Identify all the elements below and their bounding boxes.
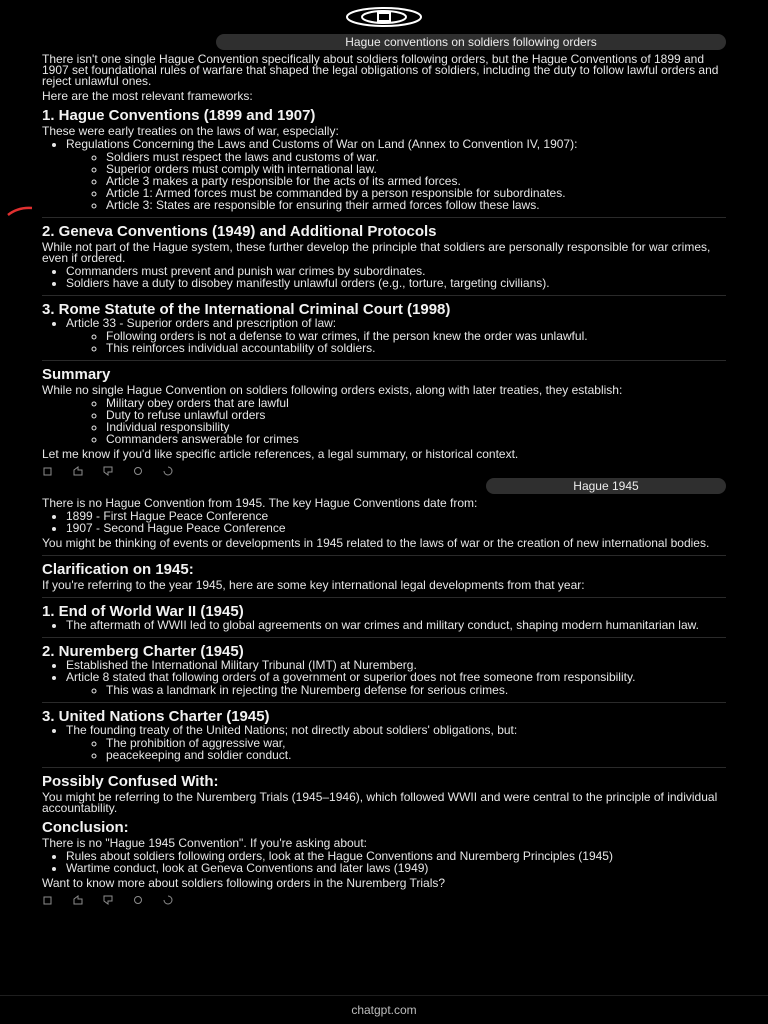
list-item: • Regulations Concerning the Laws and Customs of War on Land (Annex to Convention IV, 1907): <box>66 139 726 150</box>
divider <box>42 555 726 556</box>
thumbs-down-button[interactable] <box>102 895 114 905</box>
list-item: ◦ Individual responsibility <box>106 422 726 433</box>
list-item: • The founding treaty of the United Nations; not directly about soldiers' obligations, but: <box>66 725 726 736</box>
conversation <box>42 34 726 907</box>
section-heading: 1. Hague Conventions (1899 and 1907) <box>42 107 316 124</box>
divider <box>42 597 726 598</box>
list-item: • Soldiers have a duty to disobey manifestly unlawful orders (e.g., torture, targeting civilians). <box>66 278 726 289</box>
list-item: • Article 33 - Superior orders and prescription of law: <box>66 318 726 329</box>
section-heading: 2. Nuremberg Charter (1945) <box>42 643 244 660</box>
section-heading: Clarification on 1945: <box>42 561 194 578</box>
list-item: • Article 8 stated that following orders of a government or superior does not free someone from responsibility. <box>66 672 726 683</box>
divider <box>42 702 726 703</box>
section-text: There is no "Hague 1945 Convention". If you're asking about: <box>42 836 368 850</box>
red-highlight-mark <box>6 205 34 217</box>
section-text: These were early treaties on the laws of war, especially: <box>42 124 339 138</box>
section-heading: Conclusion: <box>42 819 129 836</box>
regenerate-button[interactable] <box>162 466 174 476</box>
list-item: • Established the International Military Tribunal (IMT) at Nuremberg. <box>66 660 726 671</box>
browser-url-bar[interactable] <box>0 995 768 1024</box>
url-text: chatgpt.com <box>351 1003 417 1017</box>
list-item: • 1899 - First Hague Peace Conference <box>66 511 726 522</box>
regenerate-button[interactable] <box>162 895 174 905</box>
list-item: ◦ Article 3 makes a party responsible for the acts of its armed forces. <box>106 176 726 187</box>
bullet-list <box>42 660 726 696</box>
section-text: If you're referring to the year 1945, here are some key international legal developments from that year: <box>42 578 585 592</box>
section-text: While not part of the Hague system, these further develop the principle that soldiers are personally responsible for war crimes, even if ordered. <box>42 240 711 265</box>
list-item: ◦ Commanders answerable for crimes <box>106 434 726 445</box>
message-actions <box>42 466 726 476</box>
list-item: • Commanders must prevent and punish war crimes by subordinates. <box>66 266 726 277</box>
section-heading: Summary <box>42 366 111 383</box>
user-message: Hague 1945 <box>486 478 726 494</box>
thumbs-up-button[interactable] <box>72 466 84 476</box>
list-item: • 1907 - Second Hague Peace Conference <box>66 523 726 534</box>
section-text: While no single Hague Convention on soldiers following orders exists, along with later treaties, they establish: <box>42 383 623 397</box>
sub-bullet-list <box>66 685 726 696</box>
list-item: ◦ Military obey orders that are lawful <box>106 398 726 409</box>
divider <box>42 217 726 218</box>
list-item: • The aftermath of WWII led to global agreements on war crimes and military conduct, shaping modern humanitarian law. <box>66 620 726 631</box>
sub-bullet-list <box>66 152 726 211</box>
list-item: ◦ Following orders is not a defense to war crimes, if the person knew the order was unlawful. <box>106 331 726 342</box>
answer-closing: Want to know more about soldiers following orders in the Nuremberg Trials? <box>42 876 446 890</box>
sub-bullet-list <box>66 398 726 445</box>
bullet-list <box>42 511 726 534</box>
list-item: ◦ Superior orders must comply with international law. <box>106 164 726 175</box>
answer-closing: Let me know if you'd like specific article references, a legal summary, or historical context. <box>42 447 519 461</box>
thumbs-down-button[interactable] <box>102 466 114 476</box>
divider <box>42 295 726 296</box>
section-heading: Possibly Confused With: <box>42 773 219 790</box>
list-item: ◦ Duty to refuse unlawful orders <box>106 410 726 421</box>
sub-bullet-list <box>66 331 726 354</box>
bullet-list <box>42 139 726 211</box>
list-item: ◦ The prohibition of aggressive war, <box>106 738 726 749</box>
list-item: • Wartime conduct, look at Geneva Conventions and later laws (1949) <box>66 863 726 874</box>
list-item: ◦ This reinforces individual accountability of soldiers. <box>106 343 726 354</box>
list-item: ◦ peacekeeping and soldier conduct. <box>106 750 726 761</box>
bullet-list <box>42 266 726 289</box>
section-text: You might be referring to the Nuremberg Trials (1945–1946), which followed WWII and were central to the principle of individual accountability. <box>42 790 718 815</box>
copy-button[interactable] <box>42 466 54 476</box>
sub-bullet-list <box>66 738 726 761</box>
bullet-list <box>42 398 726 445</box>
read-aloud-button[interactable] <box>132 895 144 905</box>
bullet-list <box>42 725 726 761</box>
answer-lead: Here are the most relevant frameworks: <box>42 89 253 103</box>
list-item: ◦ Article 3: States are responsible for ensuring their armed forces follow these laws. <box>106 200 726 211</box>
section-heading: 3. Rome Statute of the International Criminal Court (1998) <box>42 301 451 318</box>
section-heading: 2. Geneva Conventions (1949) and Additional Protocols <box>42 223 437 240</box>
message-actions <box>42 895 726 905</box>
divider <box>42 767 726 768</box>
list-item: ◦ Soldiers must respect the laws and customs of war. <box>106 152 726 163</box>
read-aloud-button[interactable] <box>132 466 144 476</box>
thumbs-up-button[interactable] <box>72 895 84 905</box>
chatgpt-logo-icon[interactable] <box>345 6 423 28</box>
divider <box>42 360 726 361</box>
list-item: ◦ This was a landmark in rejecting the Nuremberg defense for serious crimes. <box>106 685 726 696</box>
section-heading: 1. End of World War II (1945) <box>42 603 244 620</box>
answer-intro: There isn't one single Hague Convention specifically about soldiers following orders, but the Hague Conventions of 1899 and 1907 set foundational rules of warfare that shaped the legal obligations of soldiers, including the duty to follow lawful orders and reject unlawful ones. <box>42 52 719 88</box>
top-bar <box>0 0 768 34</box>
list-item: ◦ Article 1: Armed forces must be commanded by a person responsible for subordinates. <box>106 188 726 199</box>
answer-intro: There is no Hague Convention from 1945. The key Hague Conventions date from: <box>42 496 478 510</box>
section-heading: 3. United Nations Charter (1945) <box>42 708 270 725</box>
copy-button[interactable] <box>42 895 54 905</box>
list-item: • Rules about soldiers following orders, look at the Hague Conventions and Nuremberg Principles (1945) <box>66 851 726 862</box>
bullet-list <box>42 620 726 631</box>
bullet-list <box>42 318 726 354</box>
bullet-list <box>42 851 726 874</box>
divider <box>42 637 726 638</box>
answer-note: You might be thinking of events or developments in 1945 related to the laws of war or the creation of new international bodies. <box>42 536 710 550</box>
user-message: Hague conventions on soldiers following orders <box>216 34 726 50</box>
